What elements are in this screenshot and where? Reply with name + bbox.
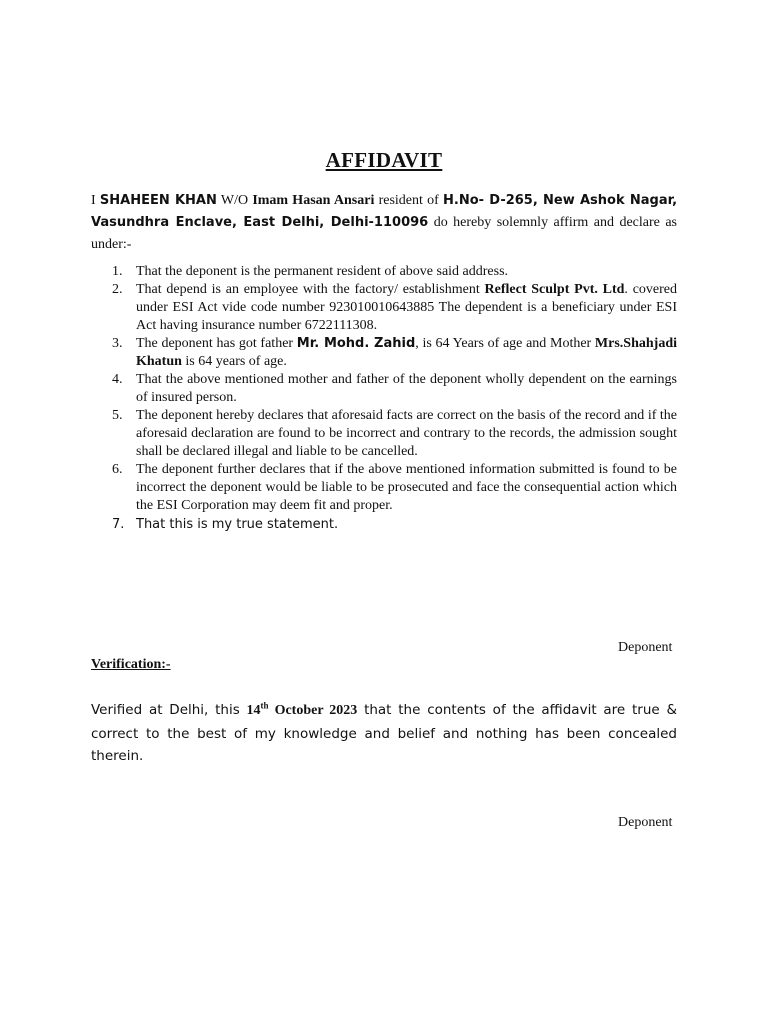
declare-text: do hereby solemnly affirm and declare as under:- bbox=[91, 215, 677, 252]
list-item bbox=[91, 371, 677, 407]
verification-heading: Verification:- bbox=[91, 657, 171, 672]
verification-text: Verified at Delhi, this bbox=[91, 702, 240, 718]
document-title: AFFIDAVIT bbox=[325, 148, 443, 172]
wife-of: W/O bbox=[220, 193, 249, 208]
list-text: That this is my true statement. bbox=[136, 517, 339, 532]
husband-name: Imam Hasan Ansari bbox=[252, 193, 375, 208]
list-item bbox=[91, 461, 677, 515]
list-text: That depend is an employee with the factory/ establishment bbox=[136, 282, 480, 297]
intro-paragraph bbox=[91, 190, 677, 256]
deponent-name: SHAHEEN KHAN bbox=[99, 193, 217, 208]
list-text: The deponent hereby declares that aforesaid facts are correct on the basis of the record and if the aforesaid declaration are found to be incorrect and contrary to the records, the admission sought shall be declared illegal and liable to be cancelled. bbox=[136, 408, 677, 459]
list-item bbox=[91, 515, 677, 535]
deponent-signature-label: Deponent bbox=[618, 640, 673, 655]
list-item bbox=[91, 407, 677, 461]
deponent-signature-label: Deponent bbox=[618, 815, 673, 830]
resident-of: resident of bbox=[378, 193, 439, 208]
list-text: That the deponent is the permanent resident of above said address. bbox=[136, 264, 509, 279]
mother-name: Mrs.Shahjadi Khatun bbox=[136, 336, 677, 369]
list-number: 5. bbox=[112, 408, 123, 423]
list-text: is 64 years of age. bbox=[185, 354, 287, 369]
company-name: Reflect Sculpt Pvt. Ltd bbox=[484, 282, 625, 297]
declaration-list bbox=[91, 263, 677, 535]
list-item bbox=[91, 281, 677, 335]
list-number: 4. bbox=[112, 372, 123, 387]
verification-date bbox=[246, 700, 358, 718]
list-text: . covered under ESI Act vide code number 923010010643885 The dependent is a beneficiary under ESI Act having insurance number 6722111308. bbox=[136, 282, 677, 333]
list-text: That the above mentioned mother and father of the deponent wholly dependent on the earnings of insured person. bbox=[136, 372, 677, 405]
address: H.No- D-265, New Ashok Nagar, Vasundhra Enclave, East Delhi, Delhi-110096 bbox=[91, 193, 678, 230]
list-item bbox=[91, 263, 677, 281]
date-suffix: th bbox=[260, 700, 269, 711]
date-month-year: October 2023 bbox=[274, 703, 358, 718]
list-number: 3. bbox=[112, 336, 123, 351]
verification-paragraph bbox=[91, 699, 677, 768]
father-name: Mr. Mohd. Zahid bbox=[296, 336, 416, 351]
list-text: The deponent further declares that if the above mentioned information submitted is found to be incorrect the deponent would be liable to be prosecuted and face the consequential action which the ESI Corporation may deem fit and proper. bbox=[136, 462, 677, 513]
list-number: 2. bbox=[112, 282, 123, 297]
list-text: The deponent has got father bbox=[136, 336, 294, 351]
list-text: , is 64 Years of age and Mother bbox=[415, 336, 592, 351]
verification-text: that the contents of the affidavit are true & correct to the best of my knowledge and belief and nothing has been concealed therein. bbox=[91, 702, 678, 764]
list-item bbox=[91, 335, 677, 371]
list-number: 1. bbox=[112, 264, 123, 279]
list-number: 6. bbox=[112, 462, 123, 477]
intro-i: I bbox=[91, 193, 96, 208]
date-day: 14 bbox=[246, 703, 261, 718]
list-number: 7. bbox=[112, 517, 125, 532]
